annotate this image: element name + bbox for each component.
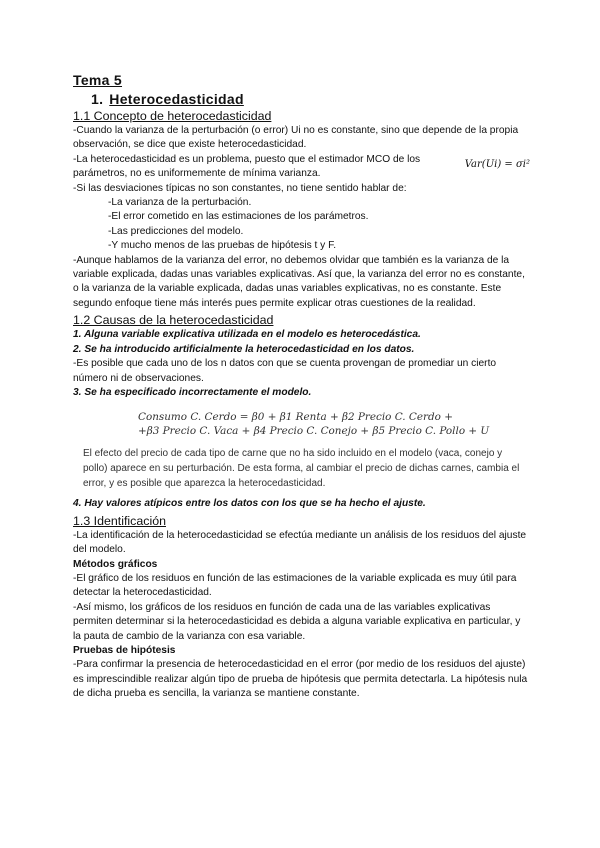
s11-paragraph-3: -Si las desviaciones típicas no son constantes, no tiene sentido hablar de: [73,182,407,194]
section-heading [91,91,528,107]
subsection-1-2-title: 1.2 Causas de la heterocedasticidad [73,313,274,328]
subsection-1-1-title: 1.1 Concepto de heterocedasticidad [73,109,272,123]
metodos-paragraph-2: -Así mismo, los gráficos de los residuos en función de cada una de las variables explicativas permiten determinar si la heterocedasticidad es debida a alguna variable explicativa en particular, y la pauta de cambio de la varianza con esa variable. [73,601,521,642]
model-equation [138,410,528,438]
cause-1: 1. Alguna variable explicativa utilizada en el modelo es heterocedástica. [73,329,421,341]
s11-paragraph-4: -Aunque hablamos de la varianza del error, no debemos olvidar que también es la varianza de la variable explicada, dadas unas variables explicativas. Así que, la varianza del error no es constante, o la varianza de la variable explicada, dadas unas variables explicativas, no es constante. Este segundo enfoque tiene más interés pues permite explicar otras cuestiones de la realidad. [73,254,525,309]
s11-paragraph-1: -Cuando la varianza de la perturbación (o error) Ui no es constante, sino que depende de la propia observación, se dice que existe heterocedasticidad. [73,125,519,151]
cause-3: 3. Se ha especificado incorrectamente el modelo. [73,386,312,398]
s11-list-item: -El error cometido en las estimaciones de los parámetros. [108,211,369,223]
s13-paragraph-1: -La identificación de la heterocedasticidad se efectúa mediante un análisis de los residuos del ajuste del modelo. [73,529,527,556]
s11-list-item: -La varianza de la perturbación. [108,197,252,209]
equation-line-1: Consumo C. Cerdo = β0 + β1 Renta + β2 Precio C. Cerdo + [138,411,453,424]
s11-list-item: -Las predicciones del modelo. [108,225,244,237]
document-page [73,72,528,702]
topic-title: Tema 5 [73,72,123,88]
variance-formula: Var(Ui) = σi² [464,158,530,170]
equation-note: El efecto del precio de cada tipo de carne que no ha sido incluido en el modelo (vaca, conejo y pollo) aparece en su perturbación. De esta forma, al cambiar el precio de dichas carnes, cambia el error, y es posible que aparezca la heterocedasticidad. [83,448,520,490]
section-number: 1. [91,91,104,107]
s11-paragraph-2: -La heterocedasticidad es un problema, puesto que el estimador MCO de los parámetros, no es uniformemente de mínima varianza. [73,153,421,180]
subsection-1-3-title: 1.3 Identificación [73,513,166,528]
s11-paragraph-2-block [73,153,528,182]
cause-2: 2. Se ha introducido artificialmente la heterocedasticidad en los datos. [73,343,415,355]
metodos-paragraph-1: -El gráfico de los residuos en función de las estimaciones de la variable explicada es muy útil para detectar la heterocedasticidad. [73,572,517,599]
pruebas-paragraph-1: -Para confirmar la presencia de heterocedasticidad en el error (por medio de los residuos del ajuste) es imprescindible realizar algún tipo de prueba de hipótesis que permita detectarla. La hipótesis nula de dicha prueba es sencilla, la varianza se mantiene constante. [73,659,528,700]
s11-list-item: -Y mucho menos de las pruebas de hipótesis t y F. [108,240,337,252]
equation-line-2: +β3 Precio C. Vaca + β4 Precio C. Conejo + β5 Precio C. Pollo + U [138,425,490,438]
pruebas-hipotesis-heading: Pruebas de hipótesis [73,644,176,656]
cause-2-text: -Es posible que cada uno de los n datos con que se cuenta provengan de promediar un cierto número ni de observaciones. [73,358,497,384]
section-title: Heterocedasticidad [109,91,244,107]
metodos-graficos-heading: Métodos gráficos [73,558,158,570]
cause-4: 4. Hay valores atípicos entre los datos con los que se ha hecho el ajuste. [73,498,426,510]
